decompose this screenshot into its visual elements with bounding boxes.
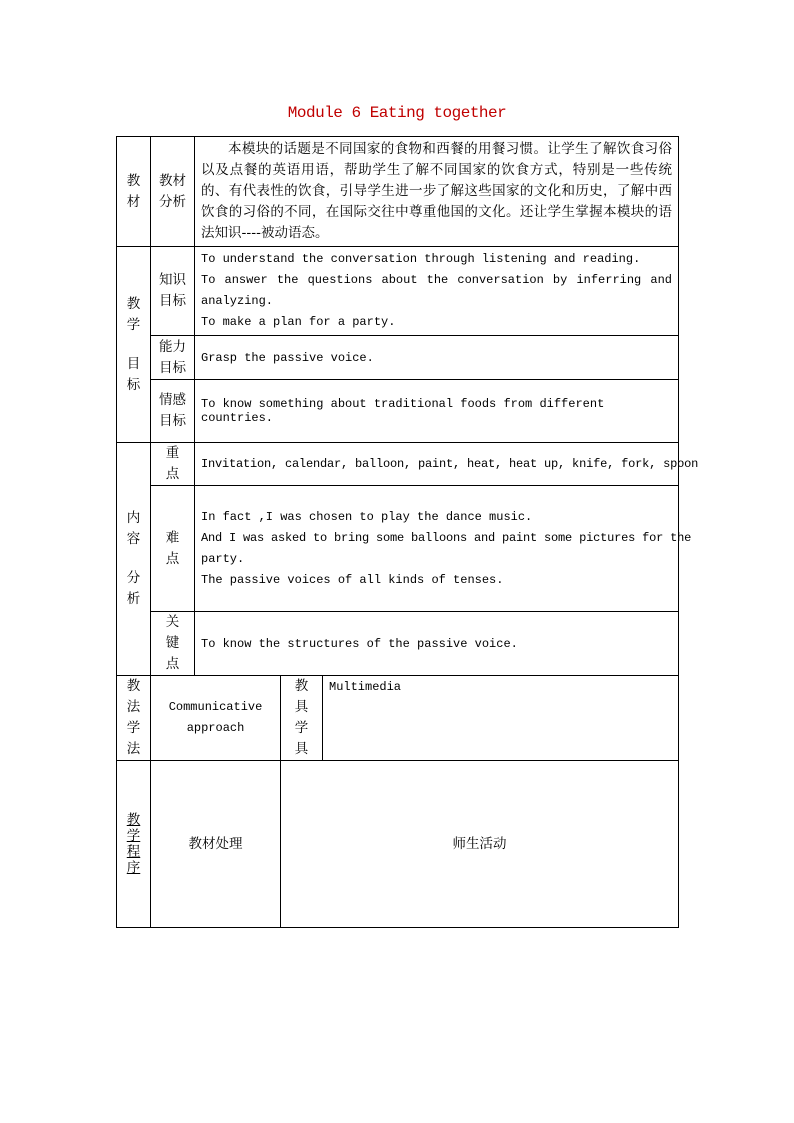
- material-label: 教材: [117, 137, 151, 247]
- knowledge-line: To answer the questions about the conversation by inferring and: [201, 273, 672, 287]
- ability-goal-text: Grasp the passive voice.: [195, 336, 679, 380]
- emotion-goal-label: 情感目标: [151, 380, 195, 443]
- focus-label: 重点: [151, 443, 195, 486]
- ability-goal-label: 能力目标: [151, 336, 195, 380]
- method-value: Communicative approach: [151, 676, 281, 761]
- emotion-goal-row: [117, 380, 679, 443]
- difficulty-label: 难点: [151, 486, 195, 612]
- procedure-activity-header: 师生活动: [281, 761, 679, 928]
- ability-goal-row: [117, 336, 679, 380]
- difficulty-line: party.: [201, 551, 245, 566]
- material-analysis-label: 教材分析: [151, 137, 195, 247]
- procedure-row: [117, 761, 679, 928]
- knowledge-line: analyzing.: [201, 294, 274, 308]
- knowledge-line: To make a plan for a party.: [201, 315, 396, 329]
- procedure-label: 教学程序: [117, 761, 151, 928]
- difficulty-line: The passive voices of all kinds of tenses.: [201, 572, 504, 587]
- knowledge-line: To understand the conversation through listening and reading.: [201, 252, 641, 266]
- material-analysis-text: 本模块的话题是不同国家的食物和西餐的用餐习惯。让学生了解饮食习俗以及点餐的英语用语，帮助学生了解不同国家的饮食方式，特别是一些传统的、有代表性的饮食，引导学生进一步了解这些国家的文化和历史，了解中西饮食的习俗的不同，在国际交往中尊重他国的文化。还让学生掌握本模块的语法知识----被动语态。: [195, 137, 679, 247]
- emotion-goal-text: To know something about traditional foods from different countries.: [195, 380, 679, 443]
- teaching-goal-label: 教学 目标: [117, 247, 151, 443]
- knowledge-goal-row: [117, 247, 679, 336]
- method-label: 教法学法: [117, 676, 151, 761]
- key-point-row: [117, 612, 679, 676]
- difficulty-line: And I was asked to bring some balloons and paint some pictures for the: [201, 530, 692, 545]
- difficulty-line: In fact ,I was chosen to play the dance music.: [201, 509, 533, 524]
- focus-row: [117, 443, 679, 486]
- difficulty-row: [117, 486, 679, 612]
- tools-label: 教具学具: [281, 676, 323, 761]
- material-row: [117, 137, 679, 247]
- lesson-plan-table: [116, 136, 699, 928]
- method-row: [117, 676, 679, 761]
- knowledge-goal-label: 知识目标: [151, 247, 195, 336]
- difficulty-text: [195, 486, 692, 612]
- procedure-material-header: 教材处理: [151, 761, 281, 928]
- key-point-label: 关键点: [151, 612, 195, 676]
- key-point-text: To know the structures of the passive voice.: [195, 612, 679, 676]
- content-analysis-label: 内容 分析: [117, 443, 151, 676]
- knowledge-goal-text: [195, 247, 679, 336]
- page-title: Module 6 Eating together: [287, 104, 507, 122]
- tools-value: Multimedia: [323, 676, 679, 761]
- focus-text: Invitation, calendar, balloon, paint, heat, heat up, knife, fork, spoon: [195, 443, 679, 486]
